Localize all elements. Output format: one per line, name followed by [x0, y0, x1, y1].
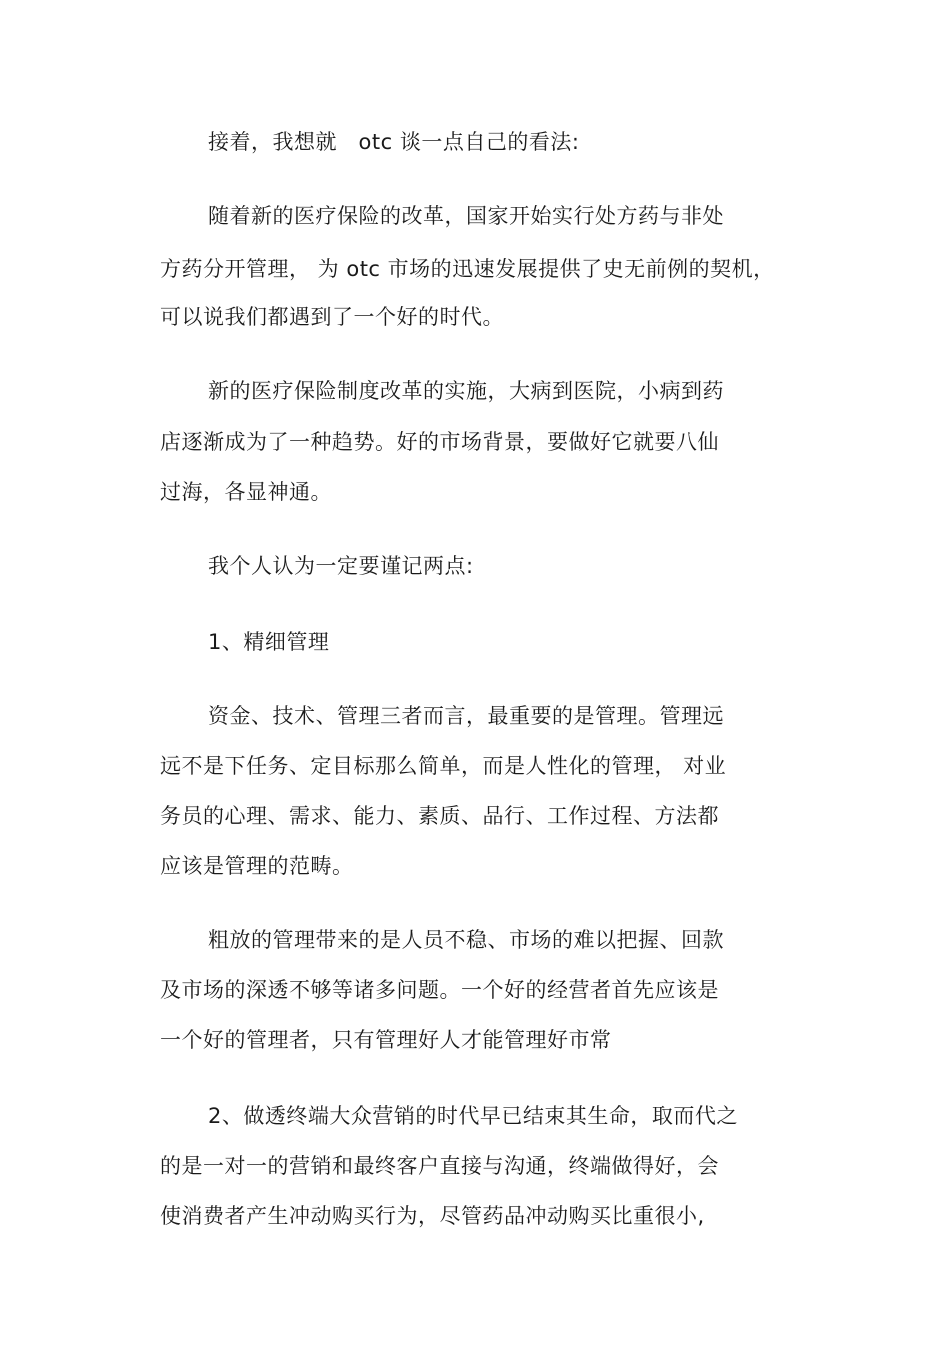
paragraph-line: 接着，我想就 otc 谈一点自己的看法: — [208, 130, 580, 154]
paragraph-line: 我个人认为一定要谨记两点: — [208, 554, 474, 578]
paragraph-line: 远不是下任务、定目标那么简单，而是人性化的管理， 对业 — [160, 754, 727, 778]
paragraph-line: 务员的心理、需求、能力、素质、品行、工作过程、方法都 — [160, 804, 719, 828]
paragraph-line: 可以说我们都遇到了一个好的时代。 — [160, 305, 504, 329]
paragraph-line: 资金、技术、管理三者而言，最重要的是管理。管理远 — [208, 704, 724, 728]
paragraph-line: 随着新的医疗保险的改革，国家开始实行处方药与非处 — [208, 204, 724, 228]
paragraph-line: 过海，各显神通。 — [160, 480, 332, 504]
paragraph-line: 粗放的管理带来的是人员不稳、市场的难以把握、回款 — [208, 928, 724, 952]
paragraph-line: 方药分开管理， 为 otc 市场的迅速发展提供了史无前例的契机， — [160, 257, 775, 281]
paragraph-line: 一个好的管理者，只有管理好人才能管理好市常 — [160, 1028, 612, 1052]
paragraph-line: 新的医疗保险制度改革的实施，大病到医院，小病到药 — [208, 379, 724, 403]
paragraph-line: 及市场的深透不够等诸多问题。一个好的经营者首先应该是 — [160, 978, 719, 1002]
paragraph-line: 店逐渐成为了一种趋势。好的市场背景，要做好它就要八仙 — [160, 430, 719, 454]
paragraph-line: 的是一对一的营销和最终客户直接与沟通，终端做得好，会 — [160, 1154, 719, 1178]
paragraph-line: 使消费者产生冲动购买行为，尽管药品冲动购买比重很小, — [160, 1204, 705, 1228]
paragraph-line: 应该是管理的范畴。 — [160, 854, 354, 878]
section-heading: 1、精细管理 — [208, 630, 330, 654]
paragraph-line: 2、做透终端大众营销的时代早已结束其生命，取而代之 — [208, 1104, 738, 1128]
